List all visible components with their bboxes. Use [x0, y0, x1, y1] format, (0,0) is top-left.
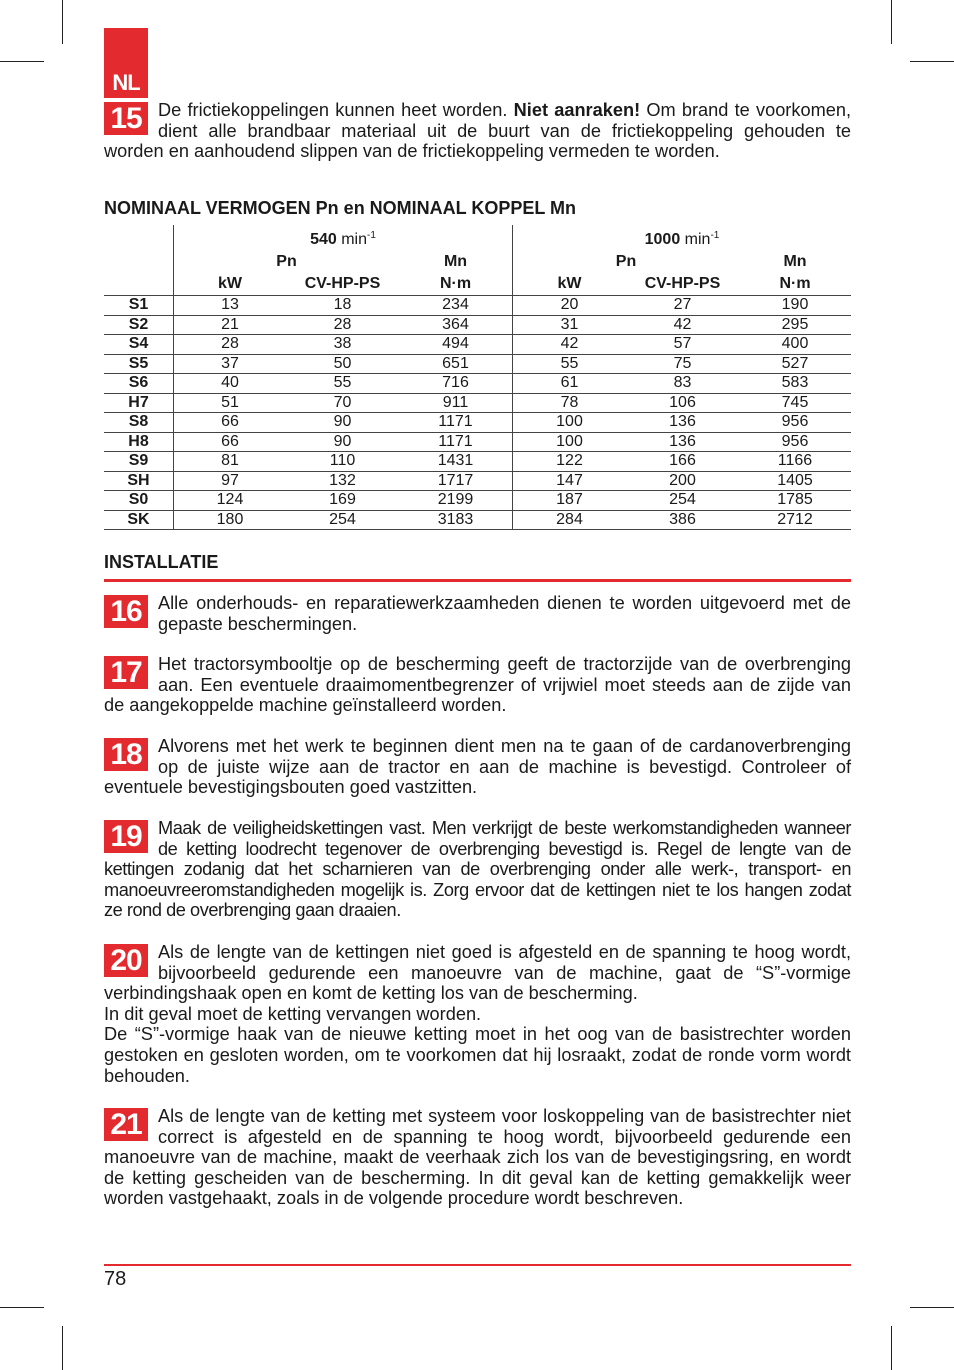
table-cell: 83	[626, 374, 739, 394]
table-cell: 190	[739, 296, 851, 316]
table-row	[104, 296, 851, 316]
row-label: SH	[104, 471, 174, 491]
heading-rule	[104, 579, 851, 582]
crop-mark	[0, 1307, 44, 1308]
table-cell: 147	[513, 471, 627, 491]
table-cell: 20	[513, 296, 627, 316]
table-cell: 122	[513, 452, 627, 472]
table-cell: 81	[174, 452, 287, 472]
warning-text: Niet aanraken!	[513, 100, 641, 120]
col-header-mn: Mn	[399, 251, 513, 273]
table-cell: 57	[626, 335, 739, 355]
section-16-text: Alle onderhouds- en reparatiewerkzaamheden dienen te worden uitgevoerd met de gepaste beschermingen.	[158, 593, 851, 634]
section-number-15: 15	[104, 102, 148, 135]
table-cell: 2712	[739, 510, 851, 530]
table-row	[104, 335, 851, 355]
table-cell: 254	[626, 491, 739, 511]
table-cell: 66	[174, 413, 287, 433]
table-cell: 75	[626, 354, 739, 374]
section-number-19: 19	[104, 820, 148, 853]
table-cell: 28	[286, 315, 399, 335]
table-cell: 28	[174, 335, 287, 355]
row-label: S0	[104, 491, 174, 511]
col-header-cv: CV-HP-PS	[644, 275, 721, 292]
col-header-pn: Pn	[276, 253, 297, 270]
table-cell: 386	[626, 510, 739, 530]
table-cell: 166	[626, 452, 739, 472]
table-cell: 1166	[739, 452, 851, 472]
section-number-16: 16	[104, 595, 148, 628]
col-header-mn: Mn	[783, 253, 807, 270]
section-number-18: 18	[104, 738, 148, 771]
table-cell: 956	[739, 413, 851, 433]
table-cell: 745	[739, 393, 851, 413]
table-cell: 51	[174, 393, 287, 413]
section-17-text: Het tractorsymbooltje op de bescherming geeft de tractorzijde van de overbrenging aan. Een eventuele draaimomentbegrenzer of vrijwiel moet steeds aan de zijde van de aangekoppelde machine geïnstalleerd worden.	[104, 654, 851, 716]
group-header-1000: 1000 $\min^{-1}$	[644, 230, 720, 248]
table-cell: 3183	[399, 510, 513, 530]
language-tab	[104, 28, 148, 98]
table-cell: 18	[286, 296, 399, 316]
page-number: 78	[104, 1268, 127, 1290]
crop-mark	[62, 1326, 63, 1370]
table-cell: 1785	[739, 491, 851, 511]
section-18-text: Alvorens met het werk te beginnen dient men na te gaan of de cardanoverbrenging op de juiste wijze aan de tractor en aan de machine is bevestigd. Controleer of eventuele bevestigingsbouten goed vastzitten.	[104, 736, 851, 798]
table-row	[104, 354, 851, 374]
table-cell: 100	[513, 432, 627, 452]
table-cell: 110	[286, 452, 399, 472]
table-cell: 42	[626, 315, 739, 335]
row-label: S4	[104, 335, 174, 355]
section-21-text: Als de lengte van de ketting met systeem voor loskoppeling van de basistrechter niet correct is afgesteld en de spanning te hoog wordt, bijvoorbeeld gedurende een manoeuvre van de machine, maakt de veerhaak zich los van de bevestigingsring, en wordt de ketting gescheiden van de bescherming. In dit geval kan de ketting gemakkelijk weer worden vastgehaakt, zoals in de volgende procedure wordt beschreven.	[104, 1106, 851, 1209]
section-20-text: Als de lengte van de kettingen niet goed is afgesteld en de spanning te hoog wordt, bijvoorbeeld gedurende een manoeuvre van de machine, gaat de “S”-vormige verbindingshaak open en komt de ketting los van de bescherming. In dit geval moet de ketting vervangen worden. De “S”-vormige haak van de nieuwe ketting moet in het oog van de basistrechter worden gestoken en gesloten worden, om te voorkomen dat hij losraakt, zodat de ronde vorm wordt behouden.	[104, 942, 851, 1086]
table-cell: 956	[739, 432, 851, 452]
table-cell: 254	[286, 510, 399, 530]
table-cell: 234	[399, 296, 513, 316]
crop-mark	[62, 0, 63, 44]
row-label: S5	[104, 354, 174, 374]
table-cell: 187	[513, 491, 627, 511]
table-cell: 136	[626, 413, 739, 433]
crop-mark	[891, 0, 892, 44]
col-header-pn: Pn	[615, 253, 637, 270]
section-heading-installatie: INSTALLATIE	[104, 552, 219, 572]
col-header-nm: N·m	[779, 275, 811, 292]
col-header-kw: kW	[557, 275, 582, 292]
table-cell: 716	[399, 374, 513, 394]
section-number-17: 17	[104, 656, 148, 689]
section-19-text: Maak de veiligheidskettingen vast. Men verkrijgt de beste werkomstandigheden wanneer de ketting loodrecht tegenover de overbrenging bevestigd is. Regel de lengte van de kettingen zodanig dat het scharnieren van de overbrenging onder alle werk-, transport- en manoeuvreeromstandigheden mogelijk is. Zorg ervoor dat de kettingen niet te los hangen zodat ze rond de overbrenging gaan draaien.	[104, 818, 851, 921]
table-cell: 21	[174, 315, 287, 335]
table-cell: 106	[626, 393, 739, 413]
table-row	[104, 432, 851, 452]
row-label: SK	[104, 510, 174, 530]
table-row	[104, 393, 851, 413]
table-cell: 70	[286, 393, 399, 413]
table-cell: 364	[399, 315, 513, 335]
table-cell: 136	[626, 432, 739, 452]
table-cell: 66	[174, 432, 287, 452]
table-cell: 78	[513, 393, 627, 413]
table-cell: 97	[174, 471, 287, 491]
table-cell: 911	[399, 393, 513, 413]
table-cell: 61	[513, 374, 627, 394]
footer-rule	[104, 1264, 851, 1266]
table-cell: 124	[174, 491, 287, 511]
table-cell: 27	[626, 296, 739, 316]
table-cell: 1171	[399, 413, 513, 433]
table-row	[104, 315, 851, 335]
table-cell: 38	[286, 335, 399, 355]
table-cell: 100	[513, 413, 627, 433]
table-cell: 527	[739, 354, 851, 374]
crop-mark	[910, 61, 954, 62]
table-cell: 583	[739, 374, 851, 394]
table-cell: 1171	[399, 432, 513, 452]
table-cell: 284	[513, 510, 627, 530]
table-row	[104, 491, 851, 511]
row-label: S2	[104, 315, 174, 335]
section-number-21: 21	[104, 1108, 148, 1141]
table-cell: 40	[174, 374, 287, 394]
table-row	[104, 374, 851, 394]
table-cell: 90	[286, 413, 399, 433]
row-label: S6	[104, 374, 174, 394]
table-cell: 50	[286, 354, 399, 374]
language-code: NL	[112, 70, 140, 95]
crop-mark	[0, 61, 44, 62]
row-label: S9	[104, 452, 174, 472]
table-cell: 42	[513, 335, 627, 355]
table-cell: 2199	[399, 491, 513, 511]
table-cell: 400	[739, 335, 851, 355]
table-cell: 132	[286, 471, 399, 491]
table-cell: 90	[286, 432, 399, 452]
table-cell: 55	[513, 354, 627, 374]
table-cell: 651	[399, 354, 513, 374]
table-cell: 31	[513, 315, 627, 335]
col-header-kw: kW	[218, 275, 242, 292]
row-label: H8	[104, 432, 174, 452]
table-row	[104, 471, 851, 491]
table-cell: 13	[174, 296, 287, 316]
table-cell: 37	[174, 354, 287, 374]
row-label: S1	[104, 296, 174, 316]
table-cell: 55	[286, 374, 399, 394]
section-15-text: De frictiekoppelingen kunnen heet worden. Niet aanraken! Om brand te voorkomen, dient alle brandbaar materiaal uit de buurt van de frictiekoppeling gehouden te worden en aanhoudend slippen van de frictiekoppeling vermeden te worden.	[104, 100, 852, 162]
table-row	[104, 510, 851, 530]
table-cell: 169	[286, 491, 399, 511]
power-torque-table	[104, 225, 851, 530]
table-cell: 1717	[399, 471, 513, 491]
col-header-cv: CV-HP-PS	[304, 275, 381, 292]
table-cell: 494	[399, 335, 513, 355]
table-cell: 180	[174, 510, 287, 530]
crop-mark	[910, 1307, 954, 1308]
table-cell: 200	[626, 471, 739, 491]
crop-mark	[891, 1326, 892, 1370]
row-label: H7	[104, 393, 174, 413]
group-header-540: 540 $\min^{-1}$	[174, 225, 513, 251]
table-row	[104, 413, 851, 433]
section-number-20: 20	[104, 944, 148, 977]
table-title: NOMINAAL VERMOGEN Pn en NOMINAAL KOPPEL Mn	[104, 198, 577, 218]
table-cell: 1431	[399, 452, 513, 472]
row-label: S8	[104, 413, 174, 433]
col-header-nm: N·m	[399, 273, 513, 296]
table-row	[104, 452, 851, 472]
table-cell: 1405	[739, 471, 851, 491]
table-cell: 295	[739, 315, 851, 335]
